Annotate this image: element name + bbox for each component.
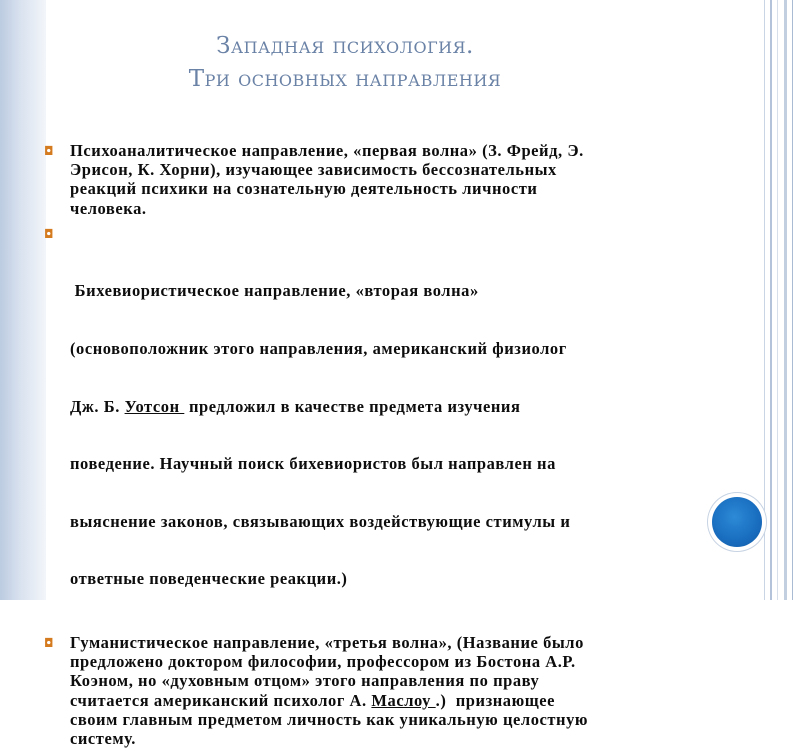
- bullet-item-psychoanalytic: [44, 141, 709, 218]
- bullet-text-line: Эрисон, К. Хорни), изучающее зависимость бессознательных: [70, 160, 557, 180]
- bullet-text-line: реакций психики на сознательную деятельность личности: [70, 179, 538, 199]
- bullet-marker-icon: ◘: [44, 636, 55, 651]
- bullet-text-line: своим главным предметом личность как уникальную целостную: [70, 709, 589, 729]
- bullet-text-line: (основоположник этого направления, американский физиолог: [70, 339, 567, 359]
- slide-title: [100, 30, 590, 96]
- bullet-text-segment: предложил в качестве предмета изучения: [184, 396, 521, 416]
- bullet-text-line-with-link: [70, 691, 709, 710]
- bullet-text-line: Психоаналитическое направление, «первая волна» (З. Фрейд, Э.: [70, 141, 584, 160]
- bullet-text-line: систему.: [70, 729, 136, 749]
- bullet-list: [44, 141, 709, 754]
- bullet-item-behaviorist: [44, 224, 709, 627]
- decorative-blue-circle-icon: [712, 497, 762, 547]
- watson-link[interactable]: Уотсон: [124, 396, 185, 416]
- bullet-text-line-with-link: [70, 397, 709, 416]
- left-gradient-band: [0, 0, 46, 600]
- bullet-text-line: Бихевиористическое направление, «вторая волна»: [70, 281, 479, 301]
- bullet-marker-icon: ◘: [44, 226, 55, 241]
- slide-title-line-1: Западная психология.: [216, 33, 474, 59]
- bullet-text-line: ответные поведенческие реакции.): [70, 569, 348, 589]
- bullet-text-segment: Дж. Б.: [70, 396, 125, 416]
- bullet-text-line: выяснение законов, связывающих воздействующие стимулы и: [70, 511, 571, 531]
- maslow-link[interactable]: Маслоу: [371, 690, 436, 710]
- bullet-text-line: поведение. Научный поиск бихевиористов был направлен на: [70, 454, 556, 474]
- bullet-text-line: Гуманистическое направление, «третья волна», (Название было: [70, 633, 584, 653]
- bullet-text-segment: .) признающее: [435, 690, 555, 710]
- bullet-text-line: Коэном, но «духовным отцом» этого направления по праву: [70, 671, 540, 691]
- bullet-text-segment: считается американский психолог А.: [70, 690, 372, 710]
- bullet-text-line: человека.: [70, 198, 147, 218]
- bullet-item-humanistic: [44, 633, 709, 748]
- slide-title-line-2: Три основных направления: [188, 66, 502, 92]
- right-decorative-lines: [760, 0, 800, 600]
- bullet-text-line: предложено доктором философии, профессором из Бостона А.Р.: [70, 652, 576, 672]
- bullet-marker-icon: ◘: [44, 144, 55, 158]
